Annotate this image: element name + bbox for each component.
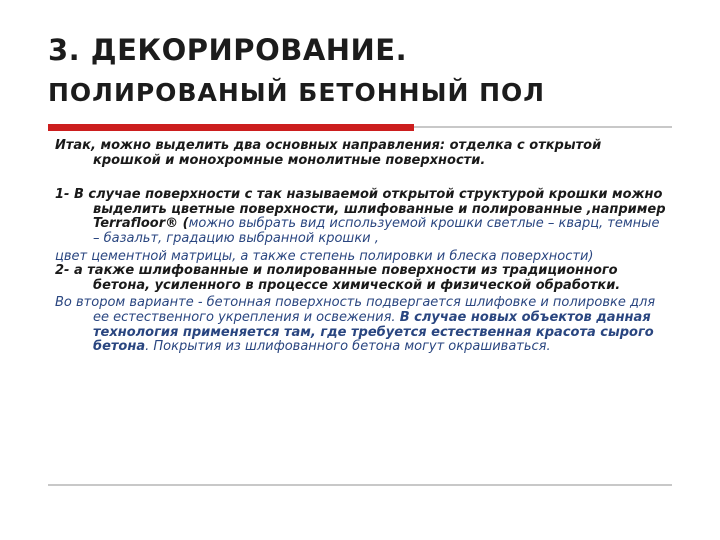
item3-blue-bold-text: В случае новых объектов данная технология применяется там, где требуется естественная красота сырого бетона: [93, 309, 654, 355]
slide-title-line1: 3. ДЕКОРИРОВАНИЕ.: [48, 33, 408, 67]
item3-paragraph: [55, 296, 667, 354]
title-divider-line: [414, 126, 672, 128]
footer-divider-line: [48, 484, 672, 486]
item1-continuation: [55, 250, 667, 265]
slide-body: [55, 139, 667, 355]
slide-title-line2: ПОЛИРОВАНЫЙ БЕТОННЫЙ ПОЛ: [48, 78, 546, 107]
item3-blue-text-a: Во втором варианте - бетонная поверхность подвергается шлифовке и полировке для ее естественного укрепления и освежения.: [55, 295, 656, 325]
intro-paragraph: Итак, можно выделить два основных направления: отделка с открытой крошкой и монохромные монолитные поверхности.: [55, 138, 602, 168]
item2-paragraph: 2- а также шлифованные и полированные поверхности из традиционного бетона, усиленного в процессе химической и физической обработки.: [55, 263, 621, 293]
title-accent-bar: [48, 124, 414, 131]
item1-blue-continuation: цвет цементной матрицы, а также степень полировки и блеска поверхности): [55, 248, 594, 264]
item3-blue-text-b: . Покрытия из шлифованного бетона могут окрашиваться.: [145, 339, 551, 355]
item1-paragraph: [55, 188, 667, 246]
item1-blue-text: можно выбрать вид используемой крошки светлые – кварц, темные – базальт, градацию выбранной крошки ,: [93, 216, 660, 246]
item1-bold-text: 1- В случае поверхности с так называемой открытой структурой крошки можно выделить цветные поверхности, шлифованные и полированные ,например Terrafloor® (: [55, 187, 666, 232]
